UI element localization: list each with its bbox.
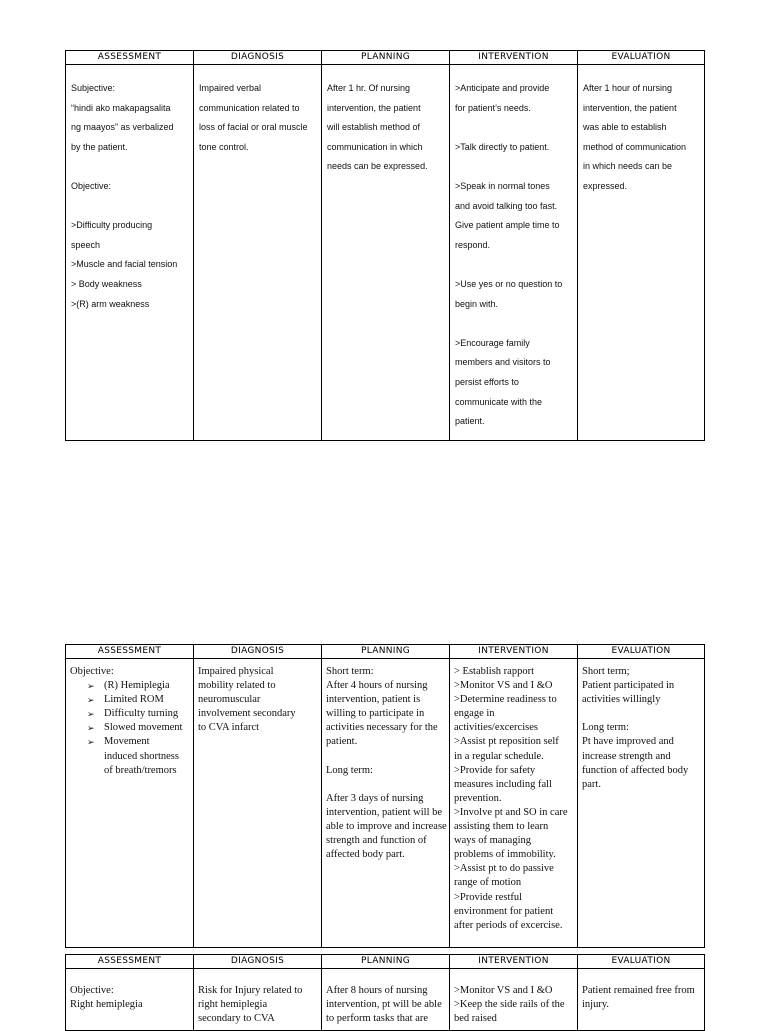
cell-text-line: activities necessary for the xyxy=(326,722,438,734)
cell-text-line: >Keep the side rails of the xyxy=(454,999,565,1011)
cell-text-line: >Speak in normal tones xyxy=(455,180,550,191)
cell-text-line: Long term: xyxy=(326,764,373,776)
header-evaluation: EVALUATION xyxy=(578,645,705,659)
cell-text-line: needs can be expressed. xyxy=(327,161,428,172)
cell-text-line: mobility related to xyxy=(198,680,276,692)
cell-text-line: Patient participated in xyxy=(582,680,675,692)
cell-text-line: patient. xyxy=(326,736,358,748)
cell-text-line: part. xyxy=(582,778,601,790)
bullet-text: Difficulty turning xyxy=(104,708,179,720)
cell-text-line: members and visitors to xyxy=(455,357,551,368)
cell-text-line: >Use yes or no question to xyxy=(455,278,563,289)
assessment-heading: Objective: xyxy=(70,666,114,677)
assessment-bullet-list xyxy=(70,679,189,778)
cell-text-line: >Monitor VS and I &O xyxy=(454,985,553,996)
cell-text-line: >Provide restful xyxy=(454,891,523,903)
cell-text-line: Long term: xyxy=(582,722,629,734)
cell-text-line: intervention, pt will be able xyxy=(326,999,442,1011)
cell-text-line: After 3 days of nursing xyxy=(326,792,424,804)
table-row xyxy=(66,659,705,948)
cell-text-line: ng maayos” as verbalized xyxy=(71,122,174,133)
header-assessment: ASSESSMENT xyxy=(66,51,194,65)
evaluation-cell xyxy=(578,969,705,1031)
blank-line xyxy=(326,750,445,764)
intervention-cell xyxy=(450,969,578,1031)
header-intervention: INTERVENTION xyxy=(450,645,578,659)
arrow-bullet-icon: ➢ xyxy=(87,737,95,748)
cell-text-line: Short term; xyxy=(582,666,630,677)
header-diagnosis: DIAGNOSIS xyxy=(194,51,322,65)
cell-text-line: engage in xyxy=(454,708,495,720)
cell-text-line: increase strength and xyxy=(582,750,671,762)
cell-text-line: > Body weakness xyxy=(71,278,142,289)
cell-text-line: able to improve and increase xyxy=(326,821,447,833)
cell-text-line: Right hemiplegia xyxy=(70,999,143,1011)
cell-text-line: and avoid talking too fast. xyxy=(455,200,558,211)
bullet-item xyxy=(70,707,189,721)
cell-text-line: to perform tasks that are xyxy=(326,1013,429,1025)
header-planning: PLANNING xyxy=(322,645,450,659)
planning-cell xyxy=(322,659,450,948)
cell-text-line: After 8 hours of nursing xyxy=(326,985,428,996)
bullet-item xyxy=(70,735,189,749)
cell-text-line: >Assist pt to do passive xyxy=(454,863,554,875)
cell-text-line: respond. xyxy=(455,239,491,250)
cell-text-line: persist efforts to xyxy=(455,376,519,387)
header-intervention: INTERVENTION xyxy=(450,51,578,65)
cell-text-line: Objective: xyxy=(71,180,112,191)
cell-text-line: activities willingly xyxy=(582,694,661,706)
header-row xyxy=(66,645,705,659)
cell-text-line: speech xyxy=(71,239,101,250)
cell-text-line: was able to establish xyxy=(583,122,667,133)
bullet-continuation: of breath/tremors xyxy=(104,764,177,776)
cell-text-line: function of affected body xyxy=(582,764,689,776)
intervention-cell xyxy=(450,659,578,948)
cell-text-line: Risk for Injury related to xyxy=(198,985,303,996)
cell-text-line: by the patient. xyxy=(71,141,128,152)
cell-text-line: intervention, the patient xyxy=(583,102,677,113)
cell-text-line: >Muscle and facial tension xyxy=(71,259,178,270)
bullet-item xyxy=(70,721,189,735)
header-diagnosis: DIAGNOSIS xyxy=(194,955,322,969)
blank-line xyxy=(582,707,700,721)
header-intervention: INTERVENTION xyxy=(450,955,578,969)
cell-text-line: “hindi ako makapagsalita xyxy=(71,102,171,113)
cell-text-line: activities/excercises xyxy=(454,722,538,734)
cell-text-line: begin with. xyxy=(455,298,499,309)
planning-cell xyxy=(322,65,450,441)
evaluation-cell xyxy=(578,65,705,441)
cell-text-line: After 1 hr. Of nursing xyxy=(327,83,411,93)
table-row xyxy=(66,969,705,1031)
cell-text-line: bed raised xyxy=(454,1013,497,1025)
cell-text-line: willing to participate in xyxy=(326,708,425,720)
cell-text-line: >Assist pt reposition self xyxy=(454,736,559,748)
header-assessment: ASSESSMENT xyxy=(66,645,194,659)
cell-text-line: intervention, patient is xyxy=(326,694,421,706)
cell-text-line: >Difficulty producing xyxy=(71,220,153,231)
arrow-bullet-icon: ➢ xyxy=(87,681,95,692)
cell-text-line: Impaired verbal xyxy=(199,83,262,93)
header-row xyxy=(66,51,705,65)
cell-text-line: Objective: xyxy=(70,985,114,996)
bullet-text: Movement xyxy=(104,736,150,748)
diagnosis-cell xyxy=(194,65,322,441)
cell-text-line: neuromuscular xyxy=(198,694,261,706)
arrow-bullet-icon: ➢ xyxy=(87,695,95,706)
bullet-text: Slowed movement xyxy=(104,722,183,734)
cell-text-line: >Involve pt and SO in care xyxy=(454,806,568,818)
cell-text-line: involvement secondary xyxy=(198,708,296,720)
cell-text-line: > Establish rapport xyxy=(454,666,534,677)
blank-line xyxy=(71,197,188,217)
header-evaluation: EVALUATION xyxy=(578,955,705,969)
planning-cell xyxy=(322,969,450,1031)
blank-line xyxy=(455,314,572,334)
header-assessment: ASSESSMENT xyxy=(66,955,194,969)
cell-text-line: communication related to xyxy=(199,102,300,113)
cell-text-line: >Anticipate and provide xyxy=(455,83,550,93)
cell-text-line: in which needs can be xyxy=(583,161,673,172)
cell-text-line: >Monitor VS and I &O xyxy=(454,680,553,692)
cell-text-line: environment for patient xyxy=(454,905,554,917)
assessment-cell xyxy=(66,659,194,948)
bullet-continuation: induced shortness xyxy=(104,750,179,762)
cell-text-line: >Encourage family xyxy=(455,337,530,348)
bullet-text: Limited ROM xyxy=(104,694,164,706)
cell-text-line: affected body part. xyxy=(326,849,405,861)
cell-text-line: intervention, the patient xyxy=(327,102,421,113)
cell-text-line: prevention. xyxy=(454,792,502,804)
header-evaluation: EVALUATION xyxy=(578,51,705,65)
cell-text-line: >Provide for safety xyxy=(454,764,536,776)
intervention-cell xyxy=(450,65,578,441)
blank-line xyxy=(326,778,445,792)
table-row xyxy=(66,65,705,441)
cell-text-line: secondary to CVA xyxy=(198,1013,275,1025)
cell-text-line: assisting them to learn xyxy=(454,821,549,833)
care-plan-table-1 xyxy=(65,50,705,441)
cell-text-line: in a regular schedule. xyxy=(454,750,544,762)
cell-text-line: measures including fall xyxy=(454,778,552,790)
header-row xyxy=(66,955,705,969)
blank-line xyxy=(455,118,572,138)
arrow-bullet-icon: ➢ xyxy=(87,709,95,720)
cell-text-line: will establish method of xyxy=(327,122,421,133)
cell-text-line: >Talk directly to patient. xyxy=(455,141,550,152)
cell-text-line: Short term: xyxy=(326,666,374,677)
cell-text-line: >(R) arm weakness xyxy=(71,298,150,309)
cell-text-line: expressed. xyxy=(583,180,628,191)
cell-text-line: loss of facial or oral muscle xyxy=(199,122,308,133)
cell-text-line: Give patient ample time to xyxy=(455,220,560,231)
cell-text-line: problems of immobility. xyxy=(454,849,556,861)
blank-line xyxy=(455,255,572,275)
bullet-text: (R) Hemiplegia xyxy=(104,680,170,692)
cell-text-line: communication in which xyxy=(327,141,423,152)
cell-text-line: to CVA infarct xyxy=(198,722,260,734)
cell-text-line: injury. xyxy=(582,999,610,1011)
cell-text-line: >Determine readiness to xyxy=(454,694,557,706)
header-planning: PLANNING xyxy=(322,51,450,65)
arrow-bullet-icon: ➢ xyxy=(87,723,95,734)
cell-text-line: strength and function of xyxy=(326,835,427,847)
cell-text-line: communicate with the xyxy=(455,396,543,407)
blank-line xyxy=(455,157,572,177)
bullet-item xyxy=(70,679,189,693)
cell-text-line: right hemiplegia xyxy=(198,999,268,1011)
header-diagnosis: DIAGNOSIS xyxy=(194,645,322,659)
cell-text-line: tone control. xyxy=(199,141,249,152)
bullet-item xyxy=(70,693,189,707)
cell-text-line: method of communication xyxy=(583,141,687,152)
diagnosis-cell xyxy=(194,659,322,948)
header-planning: PLANNING xyxy=(322,955,450,969)
cell-text-line: Pt have improved and xyxy=(582,736,674,748)
assessment-cell xyxy=(66,65,194,441)
blank-line xyxy=(71,157,188,177)
cell-text-line: After 4 hours of nursing xyxy=(326,680,428,692)
cell-text-line: intervention, patient will be xyxy=(326,806,443,818)
cell-text-line: Impaired physical xyxy=(198,666,274,677)
care-plan-table-2 xyxy=(65,644,705,948)
cell-text-line: patient. xyxy=(455,416,485,427)
care-plan-table-3 xyxy=(65,954,705,1031)
diagnosis-cell xyxy=(194,969,322,1031)
evaluation-cell xyxy=(578,659,705,948)
cell-text-line: after periods of excercise. xyxy=(454,919,563,931)
cell-text-line: ways of managing xyxy=(454,835,531,847)
cell-text-line: Patient remained free from xyxy=(582,985,695,996)
cell-text-line: Subjective: xyxy=(71,83,116,93)
cell-text-line: range of motion xyxy=(454,877,522,889)
cell-text-line: for patient’s needs. xyxy=(455,102,531,113)
assessment-cell xyxy=(66,969,194,1031)
cell-text-line: After 1 hour of nursing xyxy=(583,83,673,93)
